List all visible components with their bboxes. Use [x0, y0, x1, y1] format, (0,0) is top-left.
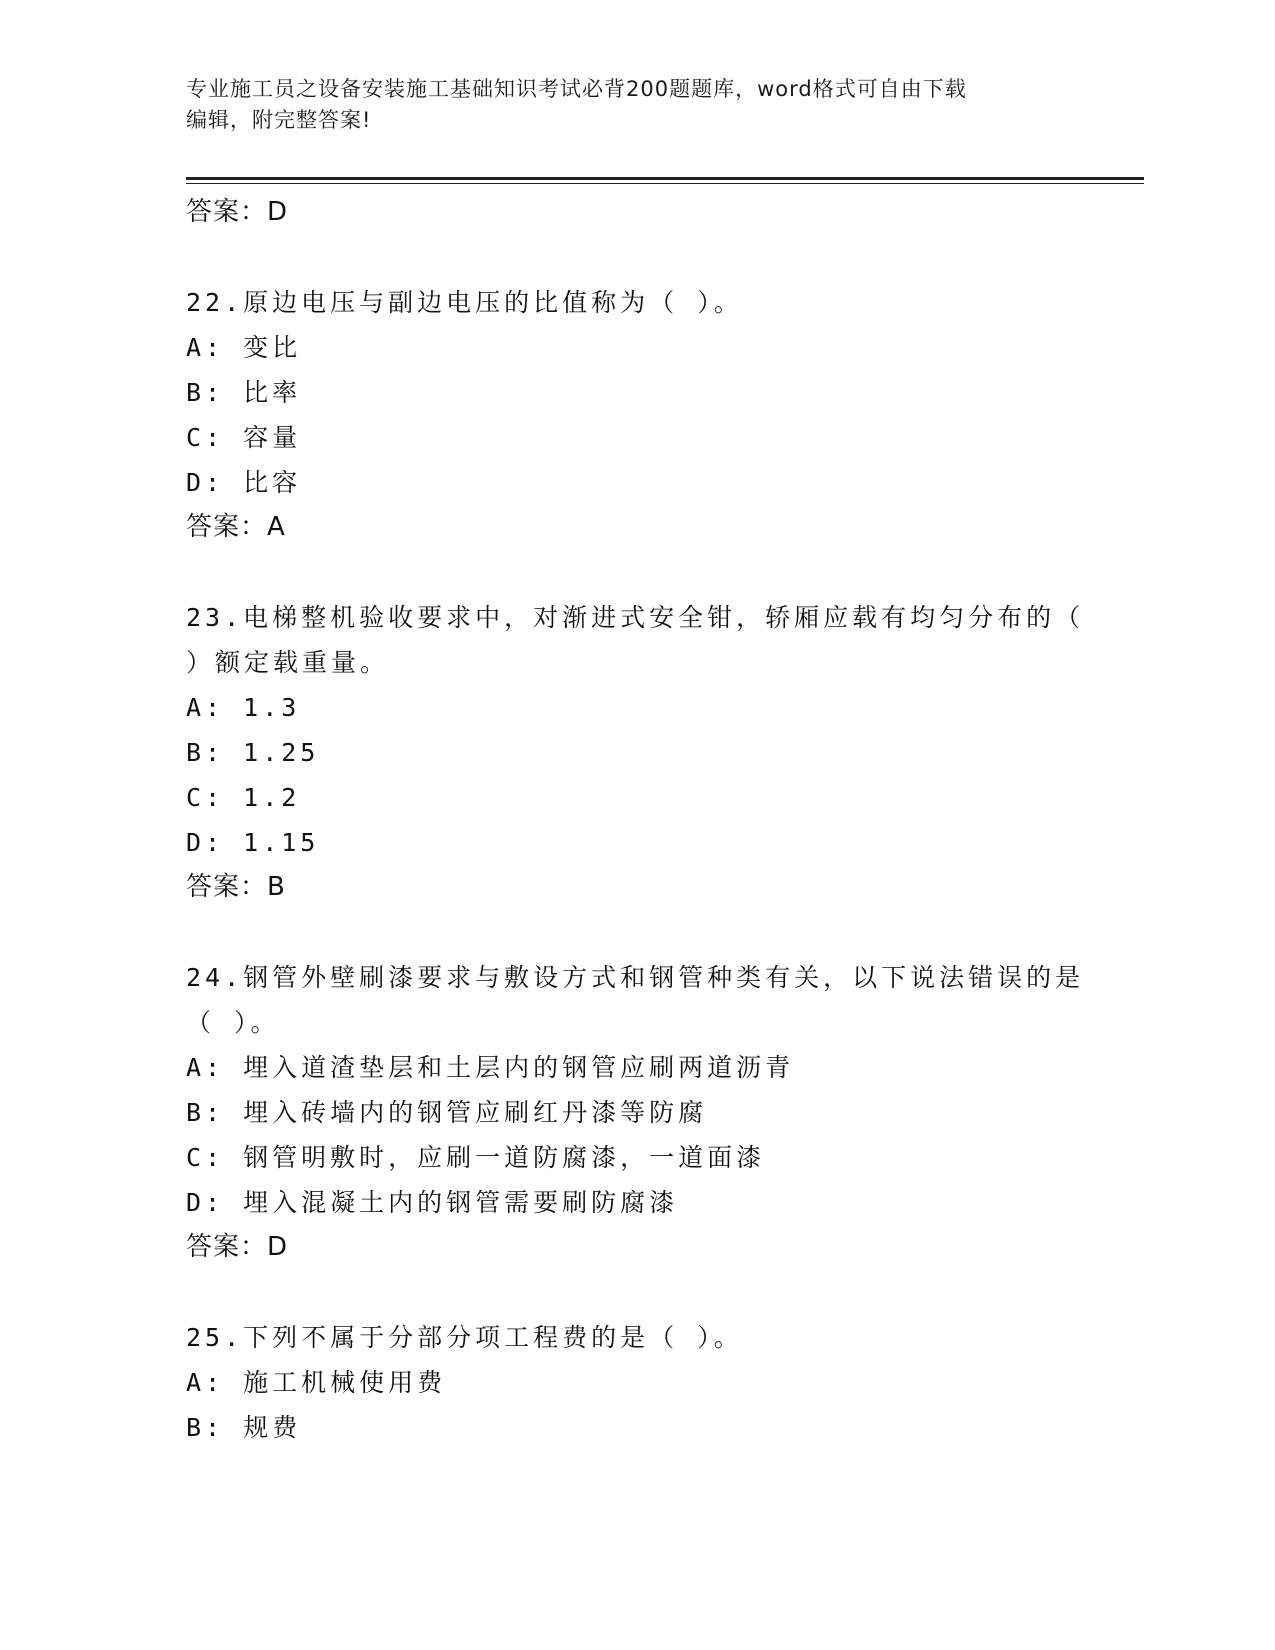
option-b: B: 规费 [186, 1413, 302, 1442]
answer-line: 答案：D [186, 1232, 289, 1262]
header-divider-thick [186, 177, 1144, 180]
question-25 [186, 1315, 1086, 1450]
question-stem-line-2: （ ）。 [186, 1008, 280, 1037]
answer-line: 答案：D [186, 197, 289, 227]
option-a: A: 施工机械使用费 [186, 1368, 447, 1397]
question-23 [186, 595, 1086, 910]
option-b: B: 1.25 [186, 738, 320, 767]
option-d: D: 埋入混凝土内的钢管需要刷防腐漆 [186, 1188, 679, 1217]
option-a: A: 埋入道渣垫层和土层内的钢管应刷两道沥青 [186, 1053, 795, 1082]
header-divider-thin [186, 183, 1144, 184]
question-list [186, 190, 1086, 1450]
option-c: C: 钢管明敷时，应刷一道防腐漆，一道面漆 [186, 1143, 766, 1172]
option-c: C: 容量 [186, 423, 302, 452]
option-b: B: 比率 [186, 378, 302, 407]
header-title-line-2: 编辑，附完整答案! [186, 108, 372, 132]
question-22 [186, 280, 1086, 550]
question-24 [186, 955, 1086, 1270]
option-d: D: 比容 [186, 468, 302, 497]
option-a: A: 变比 [186, 333, 302, 362]
option-c: C: 1.2 [186, 783, 301, 812]
answer-line: 答案：A [186, 512, 286, 542]
question-stem-line-2: ）额定载重量。 [186, 648, 390, 677]
question-stem: 25.下列不属于分部分项工程费的是（ ）。 [186, 1323, 743, 1352]
option-a: A: 1.3 [186, 693, 301, 722]
header-title-line-1: 专业施工员之设备安装施工基础知识考试必背200题题库，word格式可自由下载 [186, 77, 967, 101]
answer-line: 答案：B [186, 872, 286, 902]
page-header [186, 74, 1066, 136]
question-stem-line-1: 23.电梯整机验收要求中，对渐进式安全钳，轿厢应载有均匀分布的（ [186, 603, 1085, 632]
option-b: B: 埋入砖墙内的钢管应刷红丹漆等防腐 [186, 1098, 708, 1127]
question-stem-line-1: 24.钢管外壁刷漆要求与敷设方式和钢管种类有关，以下说法错误的是 [186, 963, 1085, 992]
option-d: D: 1.15 [186, 828, 320, 857]
question-stem: 22.原边电压与副边电压的比值称为（ ）。 [186, 288, 743, 317]
